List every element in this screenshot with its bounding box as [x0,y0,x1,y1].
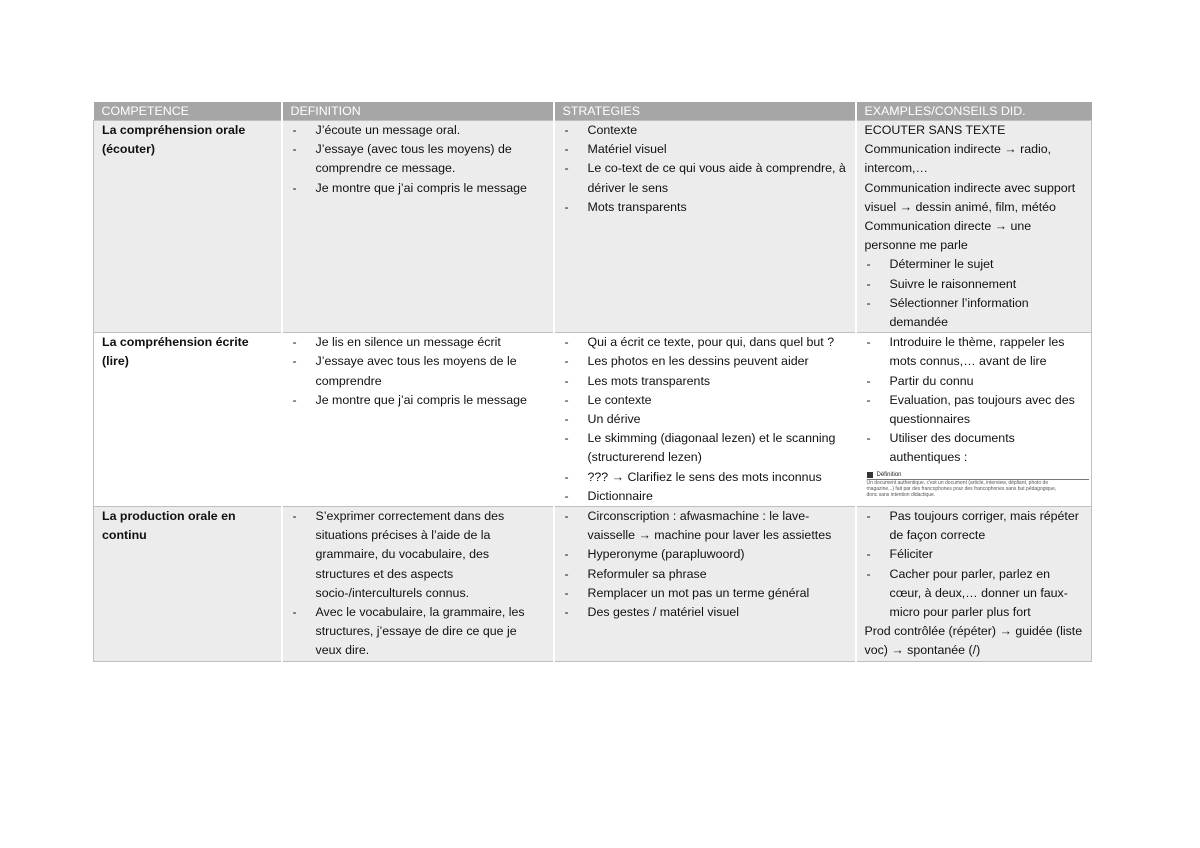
list-item: - Je lis en silence un message écrit [291,333,545,352]
list-item: - Evaluation, pas toujours avec des questionnaires [865,391,1084,429]
table-header-row [94,102,1092,121]
definition-thumbnail [867,472,1089,498]
square-icon [867,472,873,478]
thumbnail-line: donc sans intention didactique. [866,491,936,498]
list-item: - Partir du connu [865,372,1084,391]
competence-line: (lire) [102,354,129,369]
list-item: - Circonscription : afwasmachine : le lave-vaisselle → machine pour laver les assiettes [563,507,847,545]
thumbnail-line: magazine...) fait par des francophones pour des francophones sans but pédagogique, [866,485,1057,492]
list-item: - Les mots transparents [563,372,847,391]
list-item: - Mots transparents [563,198,847,217]
header-competence: COMPETENCE [94,102,282,121]
list-item: - Déterminer le sujet [865,255,1084,274]
list-item: - Des gestes / matériel visuel [563,603,847,622]
list-item: - Féliciter [865,545,1084,564]
examples-line: ECOUTER SANS TEXTE [864,123,1006,137]
header-strategies: STRATEGIES [554,102,856,121]
cell-competence [94,507,282,662]
list-item: - Le co-text de ce qui vous aide à comprendre, à dériver le sens [563,159,847,197]
cell-strategies [554,333,856,507]
cell-definition [282,333,554,507]
list-item: - Suivre le raisonnement [865,275,1084,294]
table-row [94,121,1092,333]
header-definition: DEFINITION [282,102,554,121]
cell-strategies [554,121,856,333]
cell-competence [94,333,282,507]
thumbnail-text [867,480,1089,498]
table-row [94,333,1092,507]
list-item: - Un dérive [563,410,847,429]
competence-line: continu [102,528,147,543]
list-item: - Le contexte [563,391,847,410]
competence-line: La compréhension orale [102,123,246,137]
competence-table [93,102,1092,662]
list-item: - S’exprimer correctement dans des situations précises à l’aide de la grammaire, du vocabulaire, des structures et des aspects socio-/interculturels connus. [291,507,545,603]
competence-line: (écouter) [102,142,156,157]
list-item: - Je montre que j’ai compris le message [291,391,545,410]
list-item: - J’essaye (avec tous les moyens) de comprendre ce message. [291,140,545,178]
examples-line: Communication indirecte → radio, intercom,… [864,142,1052,176]
list-item: - Qui a écrit ce texte, pour qui, dans quel but ? [563,333,847,352]
cell-definition [282,507,554,662]
list-item: - Dictionnaire [563,487,847,506]
list-item: - Reformuler sa phrase [563,565,847,584]
list-item: - Le skimming (diagonaal lezen) et le scanning (structurerend lezen) [563,429,847,467]
examples-line: Communication directe → une personne me parle [864,219,1032,253]
list-item: - Sélectionner l’information demandée [865,294,1084,332]
cell-examples [856,121,1092,333]
list-item: - Matériel visuel [563,140,847,159]
list-item: - J’essaye avec tous les moyens de le comprendre [291,352,545,390]
list-item: - Je montre que j’ai compris le message [291,179,545,198]
list-item: - ??? → Clarifiez le sens des mots inconnus [563,468,847,487]
list-item: - Introduire le thème, rappeler les mots connus,… avant de lire [865,333,1084,371]
list-item: - Cacher pour parler, parlez en cœur, à deux,… donner un faux-micro pour parler plus fort [865,565,1084,623]
competence-line: La production orale en [102,509,236,524]
list-item: - Pas toujours corriger, mais répéter de façon correcte [865,507,1084,545]
list-item: - Contexte [563,121,847,140]
cell-strategies [554,507,856,662]
list-item: - Utiliser des documents authentiques : [865,429,1084,467]
thumbnail-header [867,472,1089,480]
list-item: - J’écoute un message oral. [291,121,545,140]
examples-line: Prod contrôlée (répéter) → guidée (liste voc) → spontanée (/) [864,624,1083,658]
competence-line: La compréhension écrite [102,335,249,350]
thumbnail-line: Un document authentique, c'est un document (article, interview, dépliant, photo de [866,479,1049,486]
table-row [94,507,1092,662]
header-examples: EXAMPLES/CONSEILS DID. [856,102,1092,121]
cell-examples [856,333,1092,507]
cell-competence [94,121,282,333]
examples-line: Communication indirecte avec support visuel → dessin animé, film, météo [864,180,1076,214]
list-item: - Hyperonyme (parapluwoord) [563,545,847,564]
list-item: - Remplacer un mot pas un terme général [563,584,847,603]
cell-examples [856,507,1092,662]
thumbnail-title: Définition [876,471,902,478]
list-item: - Avec le vocabulaire, la grammaire, les structures, j’essaye de dire ce que je veux dire. [291,603,545,661]
list-item: - Les photos en les dessins peuvent aider [563,352,847,371]
cell-definition [282,121,554,333]
